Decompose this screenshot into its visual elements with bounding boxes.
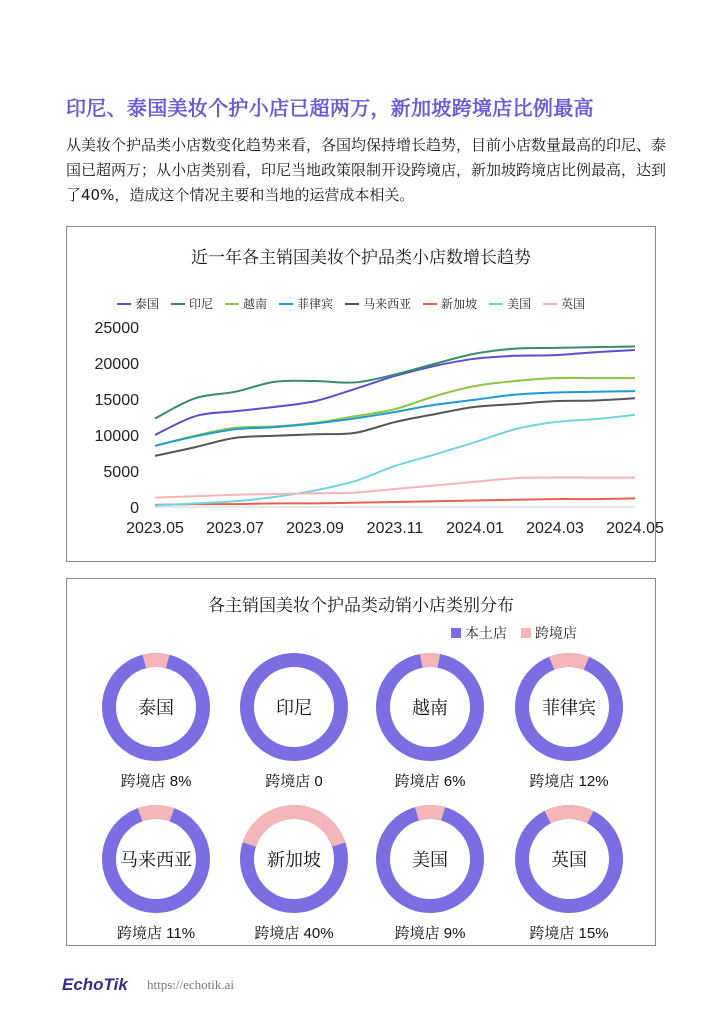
donut-country-label: 印尼: [276, 698, 312, 718]
legend-label: 泰国: [135, 297, 160, 311]
donut-country-label: 英国: [551, 850, 587, 870]
x-tick-label: 2023.05: [126, 520, 184, 537]
donut-country-label: 美国: [412, 850, 448, 870]
y-tick-label: 10000: [94, 428, 139, 445]
y-tick-label: 0: [130, 500, 139, 517]
donut-chart-title: 各主销国美妆个护品类动销小店类别分布: [208, 596, 514, 616]
legend-label: 新加坡: [441, 297, 478, 311]
donut-country-label: 菲律宾: [542, 698, 596, 718]
donut-caption: 跨境店 6%: [394, 773, 466, 790]
line-chart-panel: [66, 226, 664, 562]
donut-1: [247, 660, 341, 790]
legend-label: 印尼: [189, 297, 214, 311]
donut-chart-panel: [66, 578, 656, 946]
x-tick-label: 2024.05: [606, 520, 664, 537]
x-tick-label: 2024.03: [526, 520, 584, 537]
y-tick-label: 20000: [94, 356, 139, 373]
x-tick-label: 2023.07: [206, 520, 264, 537]
legend-label: 本土店: [465, 626, 507, 642]
donut-3: [508, 646, 630, 790]
page-headline: 印尼、泰国美妆个护小店已超两万，新加坡跨境店比例最高: [66, 96, 594, 120]
legend-label: 越南: [243, 297, 268, 311]
legend-label: 跨境店: [535, 626, 577, 642]
donut-country-label: 越南: [412, 698, 448, 718]
donut-country-label: 马来西亚: [120, 850, 192, 870]
footer-url-link[interactable]: https://echotik.ai: [147, 977, 235, 992]
donut-6: [372, 801, 488, 942]
legend-label: 美国: [507, 297, 532, 311]
donut-chart-svg: [67, 579, 655, 945]
donut-5: [235, 800, 353, 942]
donut-caption: 跨境店 8%: [120, 773, 192, 790]
y-tick-label: 15000: [94, 392, 139, 409]
series-line-series-7: [155, 477, 635, 497]
donut-7: [506, 796, 632, 942]
x-tick-label: 2023.11: [366, 520, 424, 537]
donut-caption: 跨境店 9%: [394, 925, 466, 942]
donut-caption: 跨境店 11%: [116, 925, 196, 942]
y-tick-label: 25000: [94, 320, 139, 337]
line-chart-svg: [67, 227, 664, 561]
series-line-series-4: [155, 398, 635, 456]
x-tick-label: 2023.09: [286, 520, 344, 537]
donut-0: [99, 650, 213, 790]
series-line-series-1: [155, 346, 635, 418]
series-line-series-3: [155, 391, 635, 446]
y-tick-label: 5000: [103, 464, 139, 481]
legend-label: 菲律宾: [297, 297, 334, 311]
donut-caption: 跨境店 12%: [529, 773, 609, 790]
legend-label: 马来西亚: [363, 297, 412, 311]
donut-caption: 跨境店 0: [265, 773, 323, 790]
donut-country-label: 泰国: [138, 698, 174, 718]
line-chart-title: 近一年各主销国美妆个护品类小店数增长趋势: [191, 248, 531, 268]
x-tick-label: 2024.01: [446, 520, 504, 537]
donut-country-label: 新加坡: [267, 850, 321, 870]
legend-label: 英国: [561, 297, 586, 311]
donut-caption: 跨境店 40%: [254, 925, 334, 942]
donut-2: [375, 652, 485, 790]
echotik-logo[interactable]: EchoTik: [62, 975, 128, 994]
donut-4: [96, 799, 216, 942]
donut-caption: 跨境店 15%: [529, 925, 609, 942]
summary-paragraph: 从美妆个护品类小店数变化趋势来看，各国均保持增长趋势，目前小店数量最高的印尼、泰国已超两万；从小店类别看，印尼当地政策限制开设跨境店，新加坡跨境店比例最高，达到了40%，造成这个情况主要和当地的运营成本相关。: [66, 136, 667, 204]
